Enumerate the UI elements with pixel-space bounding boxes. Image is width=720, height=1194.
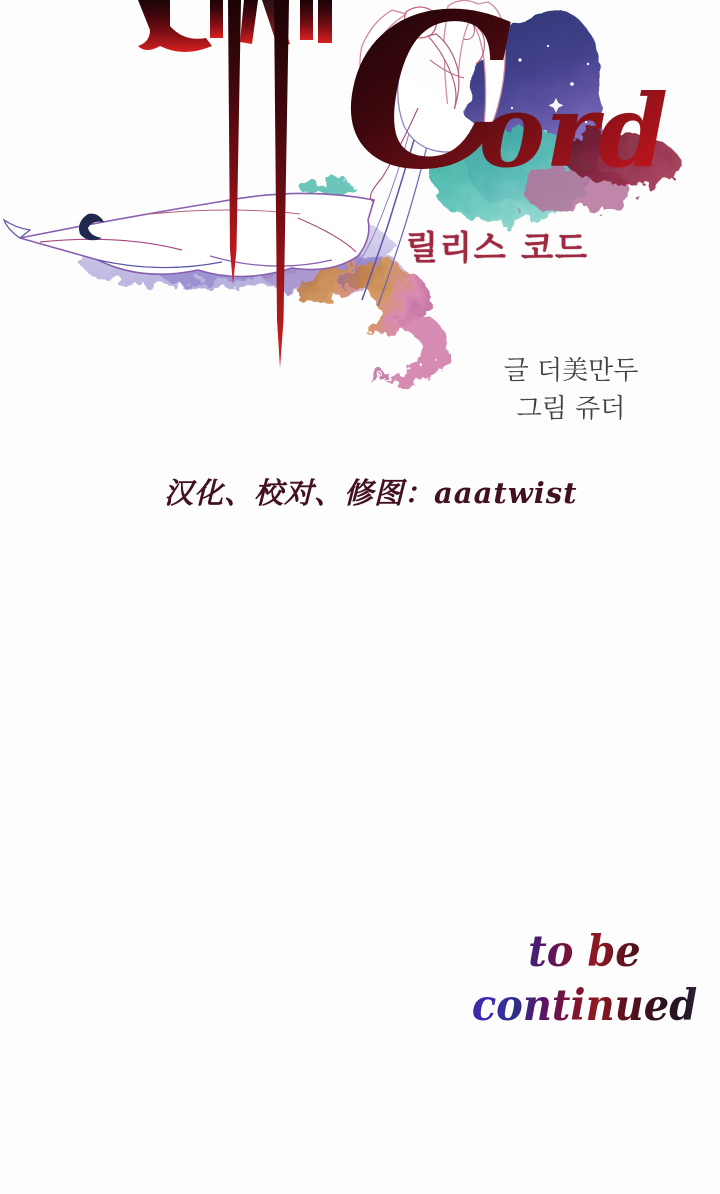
lilith-blade-strokes (228, 0, 289, 368)
title-initial: C (344, 0, 513, 216)
subtitle-korean: 릴리스 코드 (406, 228, 589, 267)
artist-credit: 그림 쥬더 (516, 394, 626, 424)
to-be-continued-text: to be continued (462, 925, 707, 1033)
writer-credit: 글 더美만두 (503, 356, 639, 386)
orange-pink-swirl (298, 264, 447, 384)
title-rest: ord (478, 72, 669, 190)
wing-lineart (4, 193, 374, 276)
credits-block (478, 352, 664, 428)
title-english-text (344, 0, 668, 216)
translation-credit: 汉化、校对、修图：aaatwist (164, 476, 578, 510)
